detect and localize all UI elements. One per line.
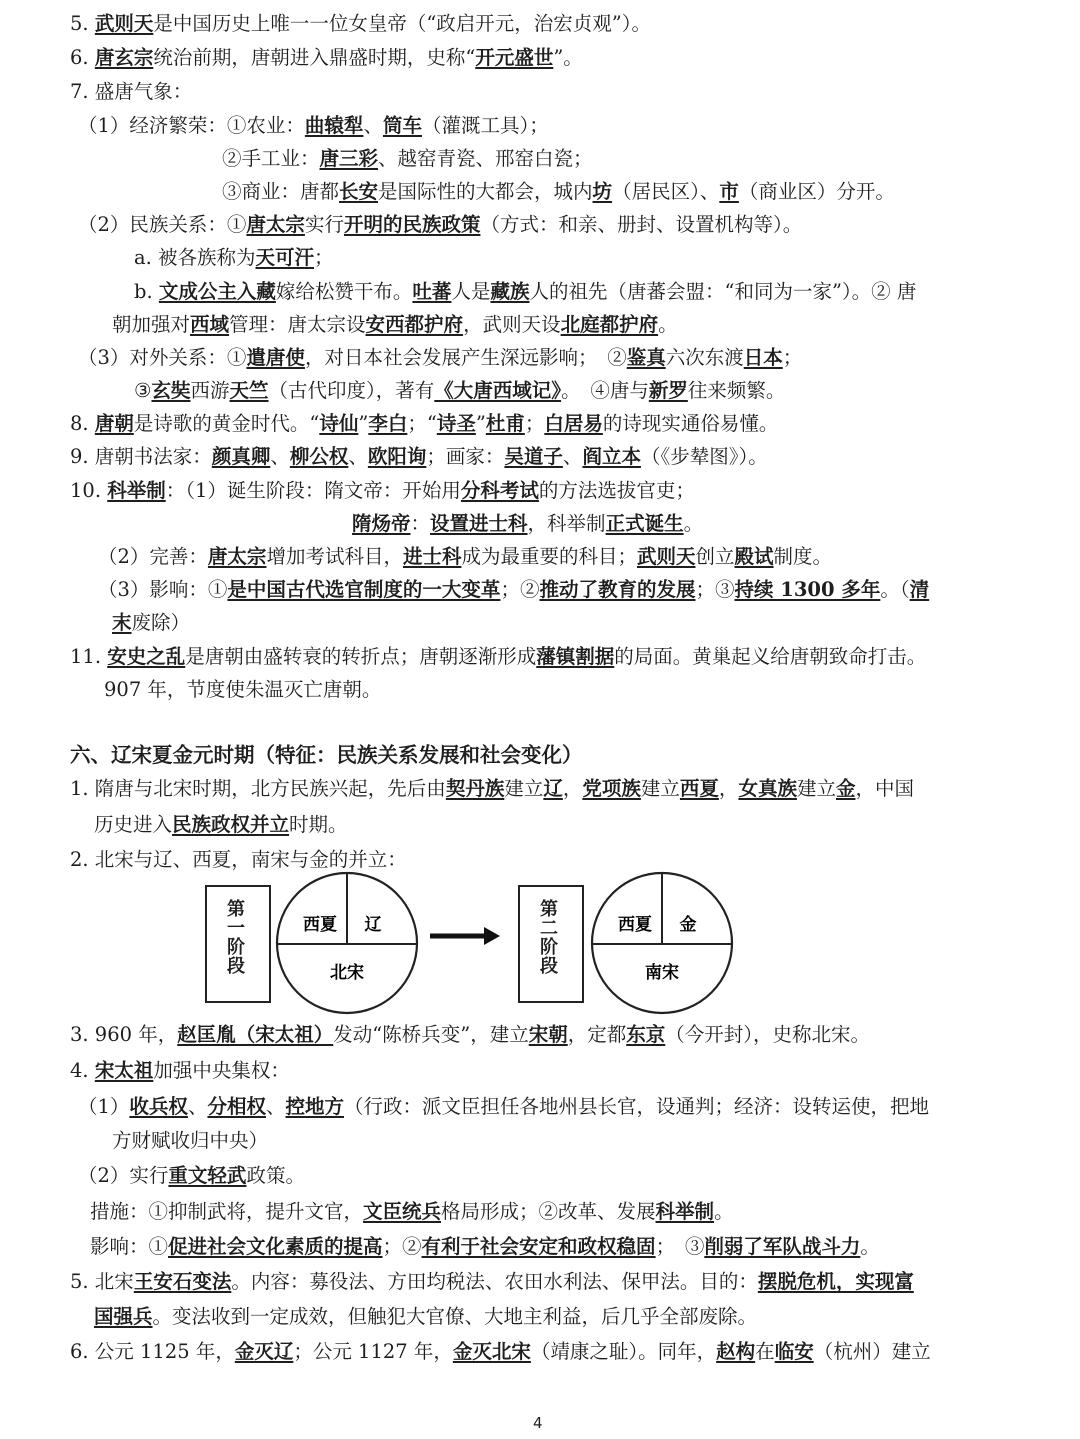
stage2-top-right-label: 金	[679, 915, 697, 935]
text-segment: 4.	[70, 1059, 95, 1082]
text-segment: ；公元 1127 年，	[293, 1340, 453, 1363]
key-term: 女真族	[738, 777, 797, 800]
key-term: 国强兵	[94, 1305, 153, 1328]
key-term: 重文轻武	[168, 1164, 247, 1187]
stage1-circle-diagram	[275, 878, 425, 1008]
text-line	[98, 580, 929, 600]
text-segment: 时期。	[289, 813, 348, 836]
text-segment: 11.	[70, 645, 108, 668]
text-segment: （2）实行	[78, 1164, 169, 1187]
key-term: 李白	[368, 412, 408, 435]
text-segment: 9. 唐朝书法家：	[70, 445, 212, 468]
text-segment: a. 被各族称为	[134, 246, 256, 269]
text-segment: 人是	[451, 280, 491, 303]
text-segment: 往来频繁。	[687, 379, 786, 402]
key-term: 民族政权并立	[172, 813, 290, 836]
key-term: 筒车	[382, 114, 422, 137]
text-line	[78, 1097, 929, 1117]
text-segment: 。	[683, 512, 704, 535]
key-term: 控地方	[285, 1095, 344, 1118]
key-term: 武则天	[94, 12, 154, 35]
text-segment: ③商业：唐都	[222, 180, 340, 203]
text-segment: 成为最重要的科目；	[461, 545, 637, 568]
text-line	[78, 215, 802, 235]
text-segment: （灌溉工具）；	[421, 114, 549, 137]
text-segment: 人的祖先（唐蕃会盟：“和同为一家”）。② 唐	[529, 280, 917, 303]
text-line	[112, 1131, 268, 1151]
text-segment: ，	[718, 777, 739, 800]
text-line	[70, 414, 778, 434]
key-term: 吴道子	[504, 445, 563, 468]
text-segment: （行政：派文臣担任各地州县长官，设通判；经济：设转运使，把地	[344, 1095, 930, 1118]
key-term: 文臣统兵	[363, 1200, 442, 1223]
text-segment: 嫁给松赞干布。	[275, 280, 413, 303]
key-term: 西夏	[679, 777, 719, 800]
text-segment: （3）影响：①	[98, 578, 228, 601]
text-segment: ，科举制	[527, 512, 606, 535]
text-line	[78, 116, 549, 136]
text-segment: 。 ④唐与	[561, 379, 649, 402]
key-term: 宋朝	[528, 1023, 568, 1046]
text-segment: 创立	[695, 545, 735, 568]
key-term: 唐太宗	[246, 213, 305, 236]
text-segment: 8.	[70, 412, 95, 435]
text-segment: 5.	[70, 12, 95, 35]
text-segment: 建立	[504, 777, 544, 800]
key-term: 削弱了军队战斗力	[704, 1235, 861, 1258]
text-segment: 、	[187, 1095, 208, 1118]
stage2-label-box	[518, 885, 584, 1003]
text-segment: 格局形成；②改革、发展	[441, 1200, 656, 1223]
text-segment: 六、辽宋夏金元时期（特征：民族关系发展和社会变化）	[70, 743, 583, 767]
key-term: 藩镇割据	[536, 645, 615, 668]
text-segment: （杭州）建立	[813, 1340, 931, 1363]
text-segment: 、	[363, 114, 383, 137]
key-term: 柳公权	[289, 445, 349, 468]
key-term: 分科考试	[460, 479, 539, 502]
key-term: 唐太宗	[207, 545, 267, 568]
text-segment: 在	[755, 1340, 775, 1363]
key-term: 吐蕃	[412, 280, 452, 303]
text-segment: ③	[134, 379, 152, 402]
key-term: 末	[112, 611, 132, 634]
text-segment: ；“	[407, 412, 437, 435]
key-term: 是中国古代选官制度的一大变革	[227, 578, 501, 601]
text-line	[98, 547, 832, 567]
text-line	[222, 182, 895, 202]
key-term: 促进社会文化素质的提高	[168, 1235, 383, 1258]
key-term: 诗仙	[319, 412, 359, 435]
key-term: 契丹族	[445, 777, 505, 800]
text-line	[78, 1166, 305, 1186]
key-term: 坊	[592, 180, 613, 203]
key-term: 杜甫	[485, 412, 525, 435]
key-term: 殿试	[734, 545, 774, 568]
text-segment: 、	[270, 445, 290, 468]
key-term: 阎立本	[582, 445, 641, 468]
text-segment: 是诗歌的黄金时代。“	[133, 412, 320, 435]
key-term: 安西都护府	[365, 313, 464, 336]
text-segment: 是中国历史上唯一一位女皇帝（“政启开元，治宏贞观”）。	[153, 12, 652, 35]
key-term: 玄奘	[151, 379, 191, 402]
key-term: 开元盛世	[475, 46, 554, 69]
key-term: 收兵权	[129, 1095, 188, 1118]
text-segment: 增加考试科目，	[266, 545, 403, 568]
key-term: 唐三彩	[319, 147, 379, 170]
text-segment: 10.	[70, 479, 108, 502]
stage2-top-left-label: 西夏	[618, 915, 652, 935]
text-segment: 、	[562, 445, 583, 468]
text-line	[134, 381, 785, 401]
text-line	[70, 647, 926, 667]
key-term: 有利于社会安定和政权稳固	[421, 1235, 656, 1258]
text-segment: ；	[524, 412, 545, 435]
text-segment: 907 年，节度使朱温灭亡唐朝。	[104, 678, 382, 701]
key-term: 藏族	[490, 280, 530, 303]
text-segment: ，武则天设	[463, 313, 561, 336]
key-term: 宋太祖	[94, 1059, 154, 1082]
page-number: 4	[533, 1414, 543, 1432]
text-line	[70, 1272, 914, 1292]
key-term: 曲辕犁	[304, 114, 364, 137]
key-term: 科举制	[655, 1200, 715, 1223]
text-segment: ②手工业：	[222, 147, 320, 170]
text-line	[112, 613, 190, 633]
text-segment: ； ③	[655, 1235, 705, 1258]
stage1-top-right-label: 辽	[364, 915, 382, 935]
key-term: 开明的民族政策	[343, 213, 481, 236]
key-term: 《大唐西域记》	[434, 379, 562, 402]
text-segment: （靖康之耻）。同年，	[530, 1340, 717, 1363]
text-line	[134, 282, 916, 302]
key-term: 东京	[626, 1023, 666, 1046]
text-line	[70, 48, 583, 68]
text-segment: （居民区）、	[612, 180, 720, 203]
key-term: 唐玄宗	[94, 46, 154, 69]
key-term: 诗圣	[436, 412, 476, 435]
text-line	[70, 779, 914, 799]
key-term: 北庭都护府	[560, 313, 659, 336]
text-segment: 的方法选拔官吏；	[538, 479, 695, 502]
key-term: 市	[719, 180, 739, 203]
key-term: 遣唐使	[246, 346, 305, 369]
text-segment: 。变法收到一定成效，但触犯大官僚、大地主利益，后几乎全部废除。	[152, 1305, 758, 1328]
text-segment: 的诗现实通俗易懂。	[602, 412, 779, 435]
key-term: 持续 1300 多年	[734, 578, 881, 601]
text-segment: 方财赋收归中央）	[112, 1129, 269, 1152]
text-line	[222, 149, 593, 169]
text-segment: 管理：唐太宗设	[229, 313, 366, 336]
text-segment: 。	[714, 1200, 734, 1223]
text-segment: （商业区）分开。	[738, 180, 895, 203]
text-line	[70, 481, 695, 501]
key-term: 金灭辽	[234, 1340, 294, 1363]
stage1-label: 第一阶段	[227, 899, 245, 977]
text-segment: 1. 隋唐与北宋时期，北方民族兴起，先后由	[70, 777, 446, 800]
text-line	[70, 1025, 870, 1045]
text-segment: 。	[860, 1235, 880, 1258]
text-line	[70, 1342, 931, 1362]
text-segment: 2. 北宋与辽、西夏，南宋与金的并立：	[70, 848, 407, 871]
text-segment: 统治前期，唐朝进入鼎盛时期，史称“	[153, 46, 476, 69]
text-segment: （2）完善：	[98, 545, 208, 568]
text-segment: ”	[358, 412, 369, 435]
stage1-bottom-label: 北宋	[330, 963, 364, 983]
text-line	[70, 447, 768, 467]
text-segment: ；	[314, 246, 334, 269]
text-segment: 3. 960 年，	[70, 1023, 178, 1046]
text-line	[94, 1307, 757, 1327]
text-segment: 西游	[190, 379, 230, 402]
text-segment: （2）民族关系：①	[78, 213, 247, 236]
text-segment: 是国际性的大都会，城内	[378, 180, 593, 203]
section-heading	[70, 745, 583, 766]
text-line	[90, 1237, 880, 1257]
text-segment: 影响：①	[90, 1235, 169, 1258]
key-term: 天可汗	[255, 246, 315, 269]
key-term: 白居易	[544, 412, 603, 435]
key-term: 天竺	[229, 379, 269, 402]
text-segment: （古代印度），著有	[268, 379, 435, 402]
text-segment: 历史进入	[94, 813, 173, 836]
text-line	[134, 248, 334, 268]
key-term: 辽	[543, 777, 563, 800]
text-segment: b.	[134, 280, 159, 303]
text-line	[90, 1202, 734, 1222]
text-segment: 5. 北宋	[70, 1270, 134, 1293]
text-line	[352, 514, 703, 534]
text-segment: 。内容：募役法、方田均税法、农田水利法、保甲法。目的：	[231, 1270, 758, 1293]
text-segment: （1）经济繁荣：①农业：	[78, 114, 305, 137]
text-segment: ；③	[695, 578, 735, 601]
key-term: 长安	[339, 180, 379, 203]
stage1-label-box	[205, 885, 271, 1003]
text-line	[78, 348, 802, 368]
text-segment: 的局面。黄巢起义给唐朝致命打击。	[614, 645, 927, 668]
text-segment: （1）	[78, 1095, 130, 1118]
key-term: 欧阳询	[367, 445, 427, 468]
text-segment: 是唐朝由盛转衰的转折点；唐朝逐渐形成	[185, 645, 537, 668]
key-term: 正式诞生	[605, 512, 684, 535]
text-segment: 7. 盛唐气象：	[70, 80, 193, 103]
key-term: 西域	[190, 313, 230, 336]
key-term: 设置进士科	[430, 512, 528, 535]
key-term: 新罗	[648, 379, 688, 402]
text-segment: 朝加强对	[112, 313, 191, 336]
text-segment: ：	[410, 512, 431, 535]
key-term: 分相权	[207, 1095, 266, 1118]
stage2-circle-diagram	[590, 878, 740, 1008]
text-segment: 废除）	[131, 611, 191, 634]
text-segment: 实行	[304, 213, 344, 236]
text-segment: ；②	[382, 1235, 422, 1258]
key-term: 推动了教育的发展	[539, 578, 696, 601]
key-term: 进士科	[402, 545, 462, 568]
text-segment: ，定都	[567, 1023, 627, 1046]
text-line	[70, 1061, 290, 1081]
key-term: 文成公主入藏	[158, 280, 276, 303]
text-segment: 6. 公元 1125 年，	[70, 1340, 235, 1363]
text-segment: ，	[562, 777, 583, 800]
text-segment: 政策。	[246, 1164, 305, 1187]
key-term: 摆脱危机，实现富	[757, 1270, 914, 1293]
key-term: 隋炀帝	[352, 512, 411, 535]
text-line	[70, 14, 651, 34]
text-segment: ；	[782, 346, 803, 369]
key-term: 科举制	[107, 479, 166, 502]
text-segment: 发动“陈桥兵变”，建立	[333, 1023, 529, 1046]
text-segment: ；画家：	[426, 445, 505, 468]
text-segment: ，对日本社会发展产生深远影响； ②	[304, 346, 627, 369]
key-term: 赵匡胤（宋太祖）	[177, 1023, 334, 1046]
text-segment: 制度。	[773, 545, 833, 568]
text-segment: （3）对外关系：①	[78, 346, 247, 369]
key-term: 安史之乱	[107, 645, 186, 668]
text-segment: （方式：和亲、册封、设置机构等）。	[480, 213, 803, 236]
text-segment: 。（	[880, 578, 910, 601]
key-term: 金灭北宋	[452, 1340, 531, 1363]
text-line	[94, 815, 348, 835]
text-segment: 建立	[640, 777, 680, 800]
text-segment: 、	[348, 445, 368, 468]
key-term: 金	[835, 777, 856, 800]
text-segment: 加强中央集权：	[153, 1059, 290, 1082]
stage2-label: 第二阶段	[540, 899, 558, 977]
text-line	[112, 315, 678, 335]
text-segment: 六次东渡	[665, 346, 744, 369]
text-segment: ：（1）诞生阶段：隋文帝：开始用	[165, 479, 461, 502]
key-term: 清	[909, 578, 930, 601]
text-segment: 建立	[796, 777, 836, 800]
text-line	[104, 680, 381, 700]
stage2-bottom-label: 南宋	[645, 963, 679, 983]
text-segment: ”	[475, 412, 486, 435]
key-term: 唐朝	[94, 412, 134, 435]
text-segment: 。	[658, 313, 678, 336]
text-segment: ”。	[553, 46, 583, 69]
stage1-top-left-label: 西夏	[303, 915, 337, 935]
text-line	[70, 850, 407, 870]
text-segment: （今开封），史称北宋。	[665, 1023, 871, 1046]
key-term: 党项族	[582, 777, 641, 800]
text-segment: ；②	[500, 578, 540, 601]
text-segment: ，中国	[855, 777, 914, 800]
key-term: 日本	[743, 346, 783, 369]
text-line	[70, 82, 192, 102]
arrow-icon	[428, 924, 508, 948]
key-term: 颜真卿	[211, 445, 271, 468]
text-segment: 6.	[70, 46, 95, 69]
text-segment: 措施：①抑制武将，提升文官，	[90, 1200, 364, 1223]
key-term: 临安	[774, 1340, 814, 1363]
key-term: 王安石变法	[133, 1270, 232, 1293]
key-term: 鉴真	[626, 346, 666, 369]
text-segment: 、越窑青瓷、邢窑白瓷；	[378, 147, 593, 170]
text-segment: 、	[265, 1095, 286, 1118]
key-term: 赵构	[716, 1340, 756, 1363]
text-segment: （《步辇图》）。	[640, 445, 768, 468]
key-term: 武则天	[636, 545, 696, 568]
